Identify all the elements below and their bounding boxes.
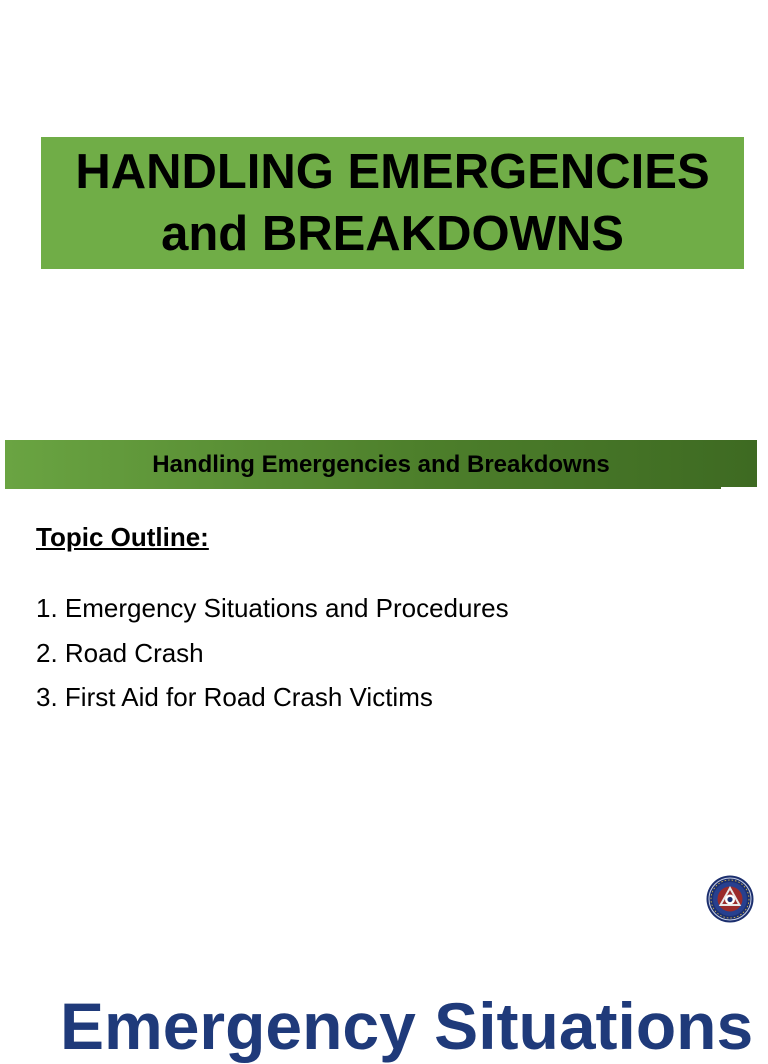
header-bar-notch xyxy=(721,487,757,490)
topic-outline-list xyxy=(36,586,509,720)
next-slide-heading: Emergency Situations xyxy=(60,989,754,1063)
slide-header-title: Handling Emergencies and Breakdowns xyxy=(152,450,610,478)
outline-item-2: 2. Road Crash xyxy=(36,637,204,668)
slide-header-bar xyxy=(5,440,757,489)
agency-seal-icon xyxy=(706,875,754,923)
title-banner xyxy=(41,137,744,269)
outline-item-1: 1. Emergency Situations and Procedures xyxy=(36,593,509,623)
topic-outline-heading: Topic Outline: xyxy=(36,522,209,552)
slide-title-line-1: HANDLING EMERGENCIES xyxy=(75,145,710,199)
outline-item-3: 3. First Aid for Road Crash Victims xyxy=(36,682,433,712)
slide-title-line-2: and BREAKDOWNS xyxy=(161,207,624,261)
